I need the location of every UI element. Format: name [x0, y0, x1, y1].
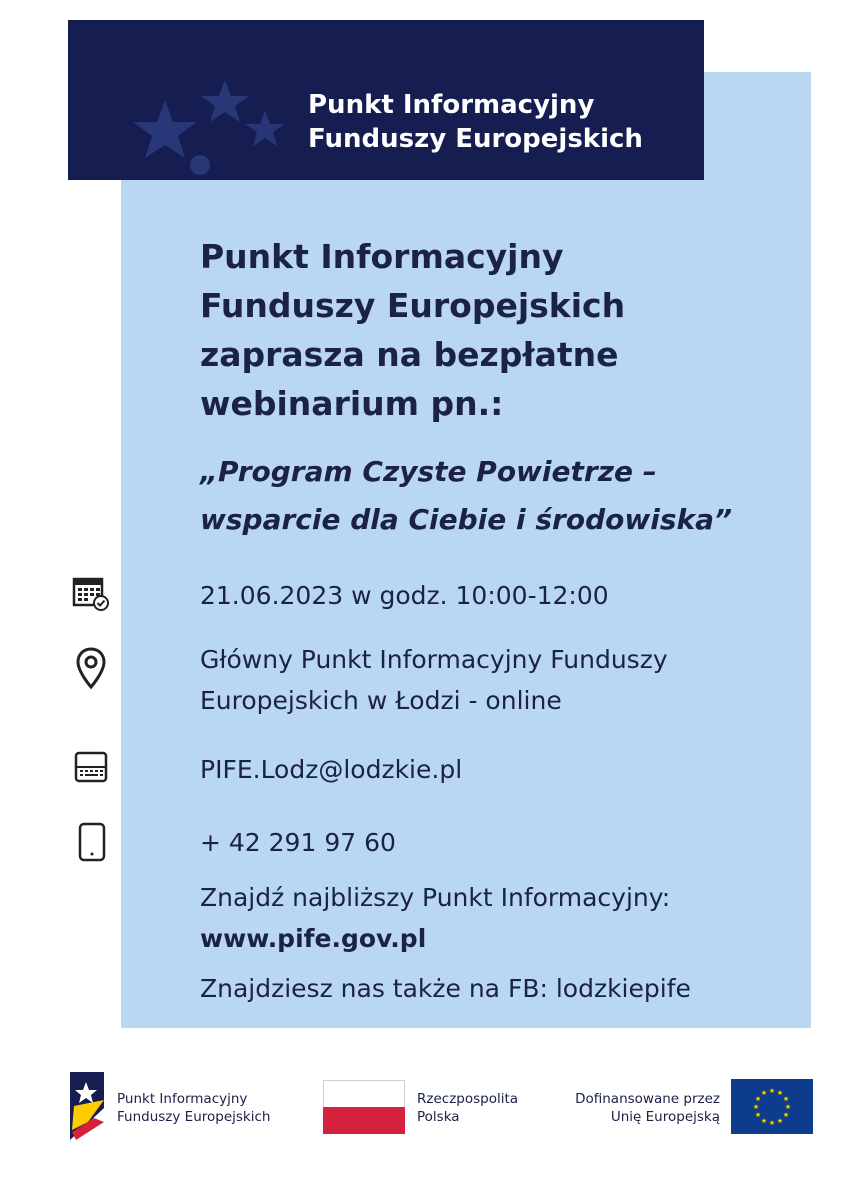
svg-text:★: ★ [760, 1089, 768, 1097]
footer-eu-text [560, 1090, 720, 1126]
svg-text:★: ★ [776, 1117, 784, 1125]
svg-text:★: ★ [784, 1103, 792, 1111]
footer-eu-line2: Unię Europejską [610, 1109, 720, 1125]
footer-rp-line1: Rzeczpospolita [417, 1091, 519, 1107]
svg-text:★: ★ [752, 1103, 760, 1111]
headline-line1: Punkt Informacyjny [200, 237, 564, 276]
svg-text:★: ★ [754, 1111, 762, 1119]
svg-text:★: ★ [776, 1089, 784, 1097]
location-line1: Główny Punkt Informacyjny Funduszy [200, 645, 668, 674]
footer-eu-line1: Dofinansowane przez [575, 1091, 720, 1107]
svg-text:★: ★ [754, 1095, 762, 1103]
footer-rp-line2: Polska [417, 1109, 460, 1125]
program-title-line1: „Program Czyste Powietrze – [200, 455, 657, 488]
program-title [200, 448, 810, 544]
find-point-label: Znajdź najbliższy Punkt Informacyjny: [200, 883, 671, 912]
phone-number[interactable]: + 42 291 97 60 [200, 828, 396, 857]
program-title-line2: wsparcie dla Ciebie i środowiska” [200, 503, 733, 536]
laptop-icon [73, 750, 109, 786]
headline-line2: Funduszy Europejskich [200, 286, 626, 325]
svg-text:★: ★ [768, 1087, 776, 1095]
headline-line3: zaprasza na bezpłatne [200, 335, 619, 374]
pife-logo [68, 1070, 108, 1142]
headline-line4: webinarium pn.: [200, 384, 504, 423]
headline [200, 232, 790, 428]
poland-flag-icon [323, 1080, 405, 1134]
footer-rp-text [417, 1090, 518, 1126]
location-pin-icon [76, 647, 106, 689]
header-title [308, 88, 698, 156]
facebook-text: Znajdziesz nas także na FB: lodzkiepife [200, 974, 691, 1003]
eu-flag-icon [731, 1079, 813, 1134]
location-line2: Europejskich w Łodzi - online [200, 686, 562, 715]
calendar-icon [72, 575, 110, 611]
website-link[interactable]: www.pife.gov.pl [200, 924, 427, 953]
svg-text:★: ★ [768, 1119, 776, 1127]
footer-pife-line1: Punkt Informacyjny [117, 1091, 248, 1107]
phone-icon [78, 822, 106, 862]
header-stars-decoration [125, 70, 295, 180]
header-title-line2: Funduszy Europejskich [308, 124, 643, 154]
header-title-line1: Punkt Informacyjny [308, 90, 595, 120]
svg-text:★: ★ [782, 1111, 790, 1119]
svg-text:★: ★ [782, 1095, 790, 1103]
footer-pife-line2: Funduszy Europejskich [117, 1109, 271, 1125]
email-link[interactable]: PIFE.Lodz@lodzkie.pl [200, 755, 463, 784]
date-time-text: 21.06.2023 w godz. 10:00-12:00 [200, 581, 609, 610]
svg-text:★: ★ [760, 1117, 768, 1125]
footer-pife-text [117, 1090, 270, 1126]
